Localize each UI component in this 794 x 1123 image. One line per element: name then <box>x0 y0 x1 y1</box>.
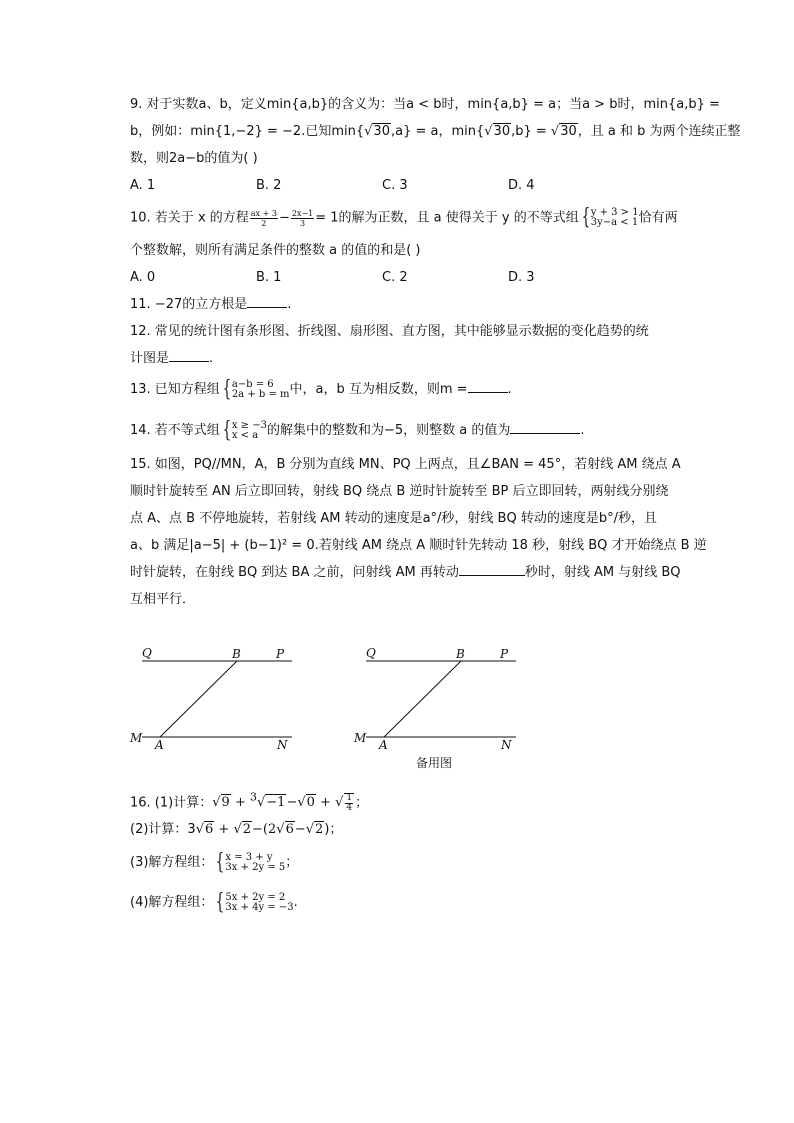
q15-answer-blank[interactable] <box>459 575 525 576</box>
q16-p2-pre: (2)计算：3 <box>130 822 196 837</box>
q10-line1: 10. 若关于 x 的方程 $\frac{ax + 3}{2}$ − $\frac{2x-1}{3}$ = 1的解为正数，且 a 使得关于 y 的不等式组 { y + 3 > 1 3y−a < 1 恰有两 <box>130 205 678 230</box>
q10-mid: = 1的解为正数，且 a 使得关于 y 的不等式组 <box>315 210 579 226</box>
q15-line5-text: 时针旋转，在射线 BQ 到达 BA 之前，问射线 AM 再转动 <box>130 565 459 580</box>
sqrt30-c: 30 <box>560 124 577 139</box>
q16-p2-mid: + <box>214 822 234 837</box>
label-a-2: A <box>379 738 388 752</box>
q10-option-a: A. 0 <box>130 270 156 285</box>
q10-frac2-den: 3 <box>300 218 306 228</box>
q16-part4: (4)解方程组： { 5x + 2y = 2 3x + 4y = −3 . <box>130 889 298 915</box>
q16-p2-r2: 2 <box>242 822 252 837</box>
q10-option-c: C. 2 <box>382 270 408 285</box>
q10-option-d: D. 3 <box>508 270 535 285</box>
q9-option-c: C. 3 <box>382 178 408 193</box>
q16-frac-num: 1 <box>346 792 353 803</box>
q13-answer-blank[interactable] <box>468 392 508 393</box>
q16-p4-end: . <box>293 895 298 910</box>
q12-answer-blank[interactable] <box>169 361 209 362</box>
q16-p2-mid2: −(2 <box>252 822 277 837</box>
q13: 13. 已知方程组 { a−b = 6 2a + b = m 中，a，b 互为相反数，则m = . <box>130 376 512 402</box>
q13-sys1: a−b = 6 <box>231 378 274 390</box>
figure-main <box>129 646 292 752</box>
q15-line6: 互相平行． <box>130 592 196 607</box>
sqrt30-a: 30 <box>373 124 390 139</box>
q9-line2-c: ,b} = <box>511 124 551 139</box>
q16-p2-end: )； <box>324 822 343 837</box>
q10-minus: − <box>278 210 290 226</box>
q11-text: 11. −27的立方根是 <box>130 297 248 312</box>
q16-p4-pre: (4)解方程组： <box>130 895 214 910</box>
q16-part2: (2)计算：3√6 + √2−(2√6−√2)； <box>130 822 343 837</box>
label-a: A <box>155 738 164 752</box>
q14-end: . <box>580 423 585 438</box>
q12-text: 计图是 <box>130 351 170 366</box>
q10-line2: 个整数解，则所有满足条件的整数 a 的值的和是( ) <box>130 243 421 258</box>
q16-p3-sys2: 3x + 2y = 5 <box>225 861 286 873</box>
q9-option-b: B. 2 <box>256 178 282 193</box>
q12-end: . <box>209 351 214 366</box>
label-p-2: P <box>500 647 509 661</box>
label-b: B <box>232 647 241 661</box>
q14-pre: 14. 若不等式组 <box>130 423 220 438</box>
q15-figures <box>120 640 540 780</box>
q10-frac2-num: 2x−1 <box>291 208 314 218</box>
q13-pre: 13. 已知方程组 <box>130 382 220 397</box>
q9-line2-a: b，例如：min{1,−2} = −2.已知min{ <box>130 124 365 139</box>
q10-frac1-den: 2 <box>261 218 267 228</box>
line-ab-2 <box>384 661 461 737</box>
q14-answer-blank[interactable] <box>510 433 580 434</box>
q10-post: 恰有两 <box>638 210 678 226</box>
label-n-2: N <box>501 738 512 752</box>
q15-line2: 顺时针旋转至 AN 后立即回转，射线 BQ 绕点 B 逆时针旋转至 BP 后立即回转，两射线分别绕 <box>130 484 669 499</box>
q16-p3-sys1: x = 3 + y <box>225 851 273 863</box>
q9-line3: 数，则2a−b的值为( ) <box>130 151 258 166</box>
q10-option-b: B. 1 <box>256 270 282 285</box>
q9-line2: b，例如：min{1,−2} = −2.已知min{√30,a} = a，min{√30,b} = √30，且 a 和 b 为两个连续正整 <box>130 124 741 139</box>
q16-part1: 16. (1)计算：√9 + $^3$√−1−√0 + √ $\frac{1}{4}$ ； <box>130 791 369 813</box>
q10-pre: 10. 若关于 x 的方程 <box>130 210 249 226</box>
q14-mid: 的解集中的整数和为−5，则整数 a 的值为 <box>266 423 511 438</box>
q9-line2-d: ，且 a 和 b 为两个连续正整 <box>577 124 741 139</box>
label-q: Q <box>142 646 152 660</box>
q12-line1: 12. 常见的统计图有条形图、折线图、扇形图、直方图，其中能够显示数据的变化趋势的统 <box>130 324 649 339</box>
q12-line2 <box>130 350 213 368</box>
q15-line5 <box>130 564 681 582</box>
q13-end: . <box>507 382 512 397</box>
q16-p3-end: ； <box>285 855 299 870</box>
q16-p2-mid3: − <box>294 822 306 837</box>
q15-line5-end: 秒时，射线 AM 与射线 BQ <box>524 565 681 580</box>
q16-cbrt-neg1: −1 <box>266 795 286 811</box>
label-m-2: M <box>354 731 367 745</box>
q10-frac1-num: ax + 3 <box>250 208 277 218</box>
q13-sys2: 2a + b = m <box>231 388 290 400</box>
line-ab <box>160 661 237 737</box>
q14: 14. 若不等式组 { x ≥ −3 x < a 的解集中的整数和为−5，则整数 a 的值为 . <box>130 417 585 443</box>
q13-mid: 中，a，b 互为相反数，则m = <box>289 382 468 397</box>
q16-p1-pre: 16. (1)计算： <box>130 795 213 811</box>
label-m: M <box>130 731 143 745</box>
q16-p1-end: ； <box>355 795 369 811</box>
label-p: P <box>276 647 285 661</box>
q10-sys1: y + 3 > 1 <box>590 207 639 218</box>
q9-line2-b: ,a} = a，min{ <box>390 124 485 139</box>
q11-end: . <box>287 297 292 312</box>
q9-line1: 9. 对于实数a、b，定义min{a,b}的含义为：当a < b时，min{a,b} = a；当a > b时，min{a,b} = <box>130 97 720 112</box>
label-q-2: Q <box>366 646 376 660</box>
label-b-2: B <box>456 647 465 661</box>
q15-line4: a、b 满足|a−5| + (b−1)² = 0.若射线 AM 绕点 A 顺时针先转动 18 秒，射线 BQ 才开始绕点 B 逆 <box>130 538 707 553</box>
q14-sys1: x ≥ −3 <box>231 419 267 431</box>
q11 <box>130 296 291 314</box>
q16-p2-r3: 6 <box>285 822 294 837</box>
figure-backup <box>353 646 516 752</box>
q16-p4-sys2: 3x + 4y = −3 <box>225 901 294 913</box>
q16-p2-r4: 2 <box>315 822 324 837</box>
q9-option-d: D. 4 <box>508 178 535 193</box>
figure-caption: 备用图 <box>416 756 453 770</box>
q10-sys2: 3y−a < 1 <box>590 217 639 228</box>
q16-p3-pre: (3)解方程组： <box>130 855 214 870</box>
q15-line1: 15. 如图，PQ//MN，A，B 分别为直线 MN、PQ 上两点，且∠BAN = 45°，若射线 AM 绕点 A <box>130 457 681 472</box>
q16-part3: (3)解方程组： { x = 3 + y 3x + 2y = 5 ； <box>130 849 299 875</box>
q14-sys2: x < a <box>231 429 259 441</box>
q16-sqrt9: 9 <box>221 795 230 811</box>
sqrt30-b: 30 <box>493 124 511 139</box>
q9-option-a: A. 1 <box>130 178 156 193</box>
q15-line3: 点 A、点 B 不停地旋转，若射线 AM 转动的速度是a°/秒，射线 BQ 转动的速度是b°/秒，且 <box>130 511 657 526</box>
q16-p4-sys1: 5x + 2y = 2 <box>225 891 286 903</box>
q16-frac-den: 4 <box>346 802 353 813</box>
q16-p2-r1: 6 <box>204 822 214 837</box>
label-n: N <box>277 738 288 752</box>
q16-sqrt0: 0 <box>306 795 315 811</box>
q11-answer-blank[interactable] <box>247 307 287 308</box>
